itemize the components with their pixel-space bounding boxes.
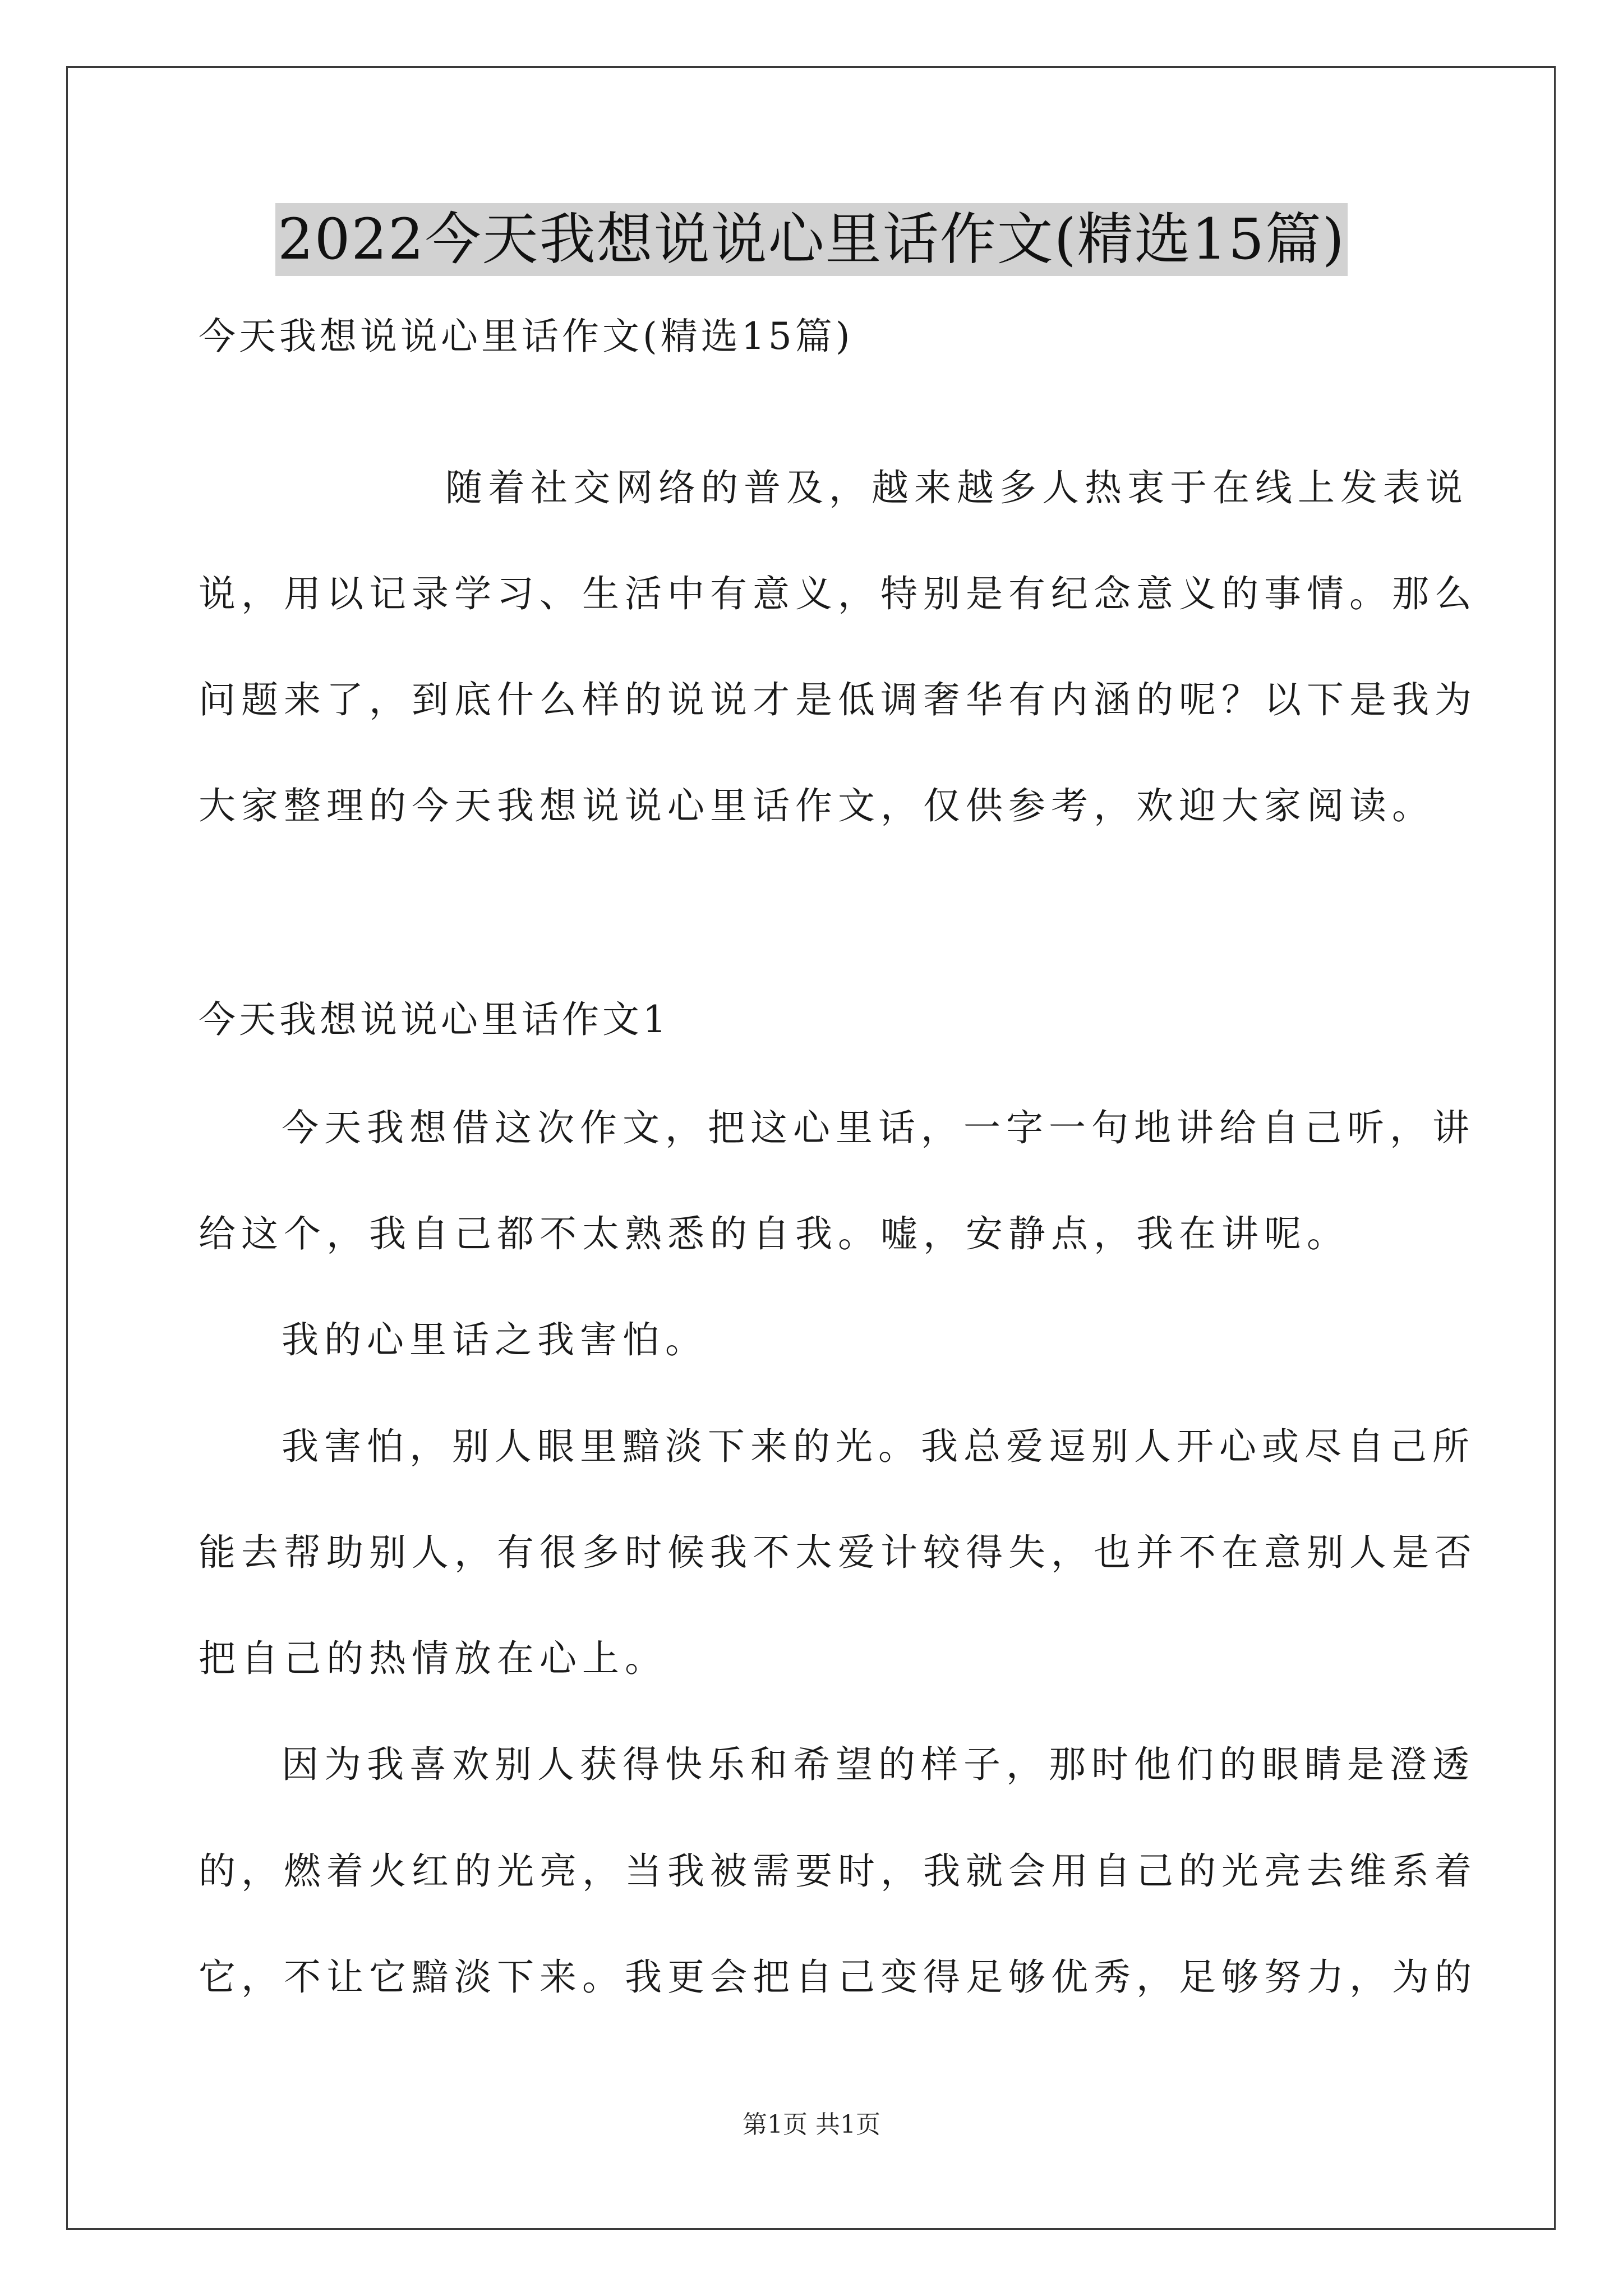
document-title: 2022今天我想说说心里话作文(精选15篇) [275,203,1348,276]
document-subtitle: 今天我想说说心里话作文(精选15篇) [199,315,854,358]
body-line: 把自己的热情放在心上。 [199,1637,667,1680]
intro-line: 大家整理的今天我想说说心里话作文，仅供参考，欢迎大家阅读。 [199,784,1435,827]
page-footer [0,2108,1623,2142]
intro-line: 说，用以记录学习、生活中有意义，特别是有纪念意义的事情。那么 [199,572,1477,615]
body-line: 的，燃着火红的光亮，当我被需要时，我就会用自己的光亮去维系着 [199,1849,1477,1893]
page-number-label: 第1页 共1页 [743,2110,880,2139]
body-line: 能去帮助别人，有很多时候我不太爱计较得失，也并不在意别人是否 [199,1531,1477,1574]
body-line: 今天我想借这次作文，把这心里话，一字一句地讲给自己听，讲 [282,1106,1475,1149]
body-line: 给这个，我自己都不太熟悉的自我。嘘，安静点，我在讲呢。 [199,1212,1349,1255]
body-line: 因为我喜欢别人获得快乐和希望的样子，那时他们的眼睛是澄透 [282,1743,1475,1786]
intro-line: 问题来了，到底什么样的说说才是低调奢华有内涵的呢？以下是我为 [199,678,1477,721]
body-line: 我的心里话之我害怕。 [282,1318,708,1361]
body-line: 它，不让它黯淡下来。我更会把自己变得足够优秀，足够努力，为的 [199,1955,1477,1999]
section-heading: 今天我想说说心里话作文1 [199,998,670,1041]
title-container [0,203,1623,276]
intro-line: 随着社交网络的普及，越来越多人热衷于在线上发表说 [445,466,1468,509]
body-line: 我害怕，别人眼里黯淡下来的光。我总爱逗别人开心或尽自己所 [282,1425,1475,1468]
